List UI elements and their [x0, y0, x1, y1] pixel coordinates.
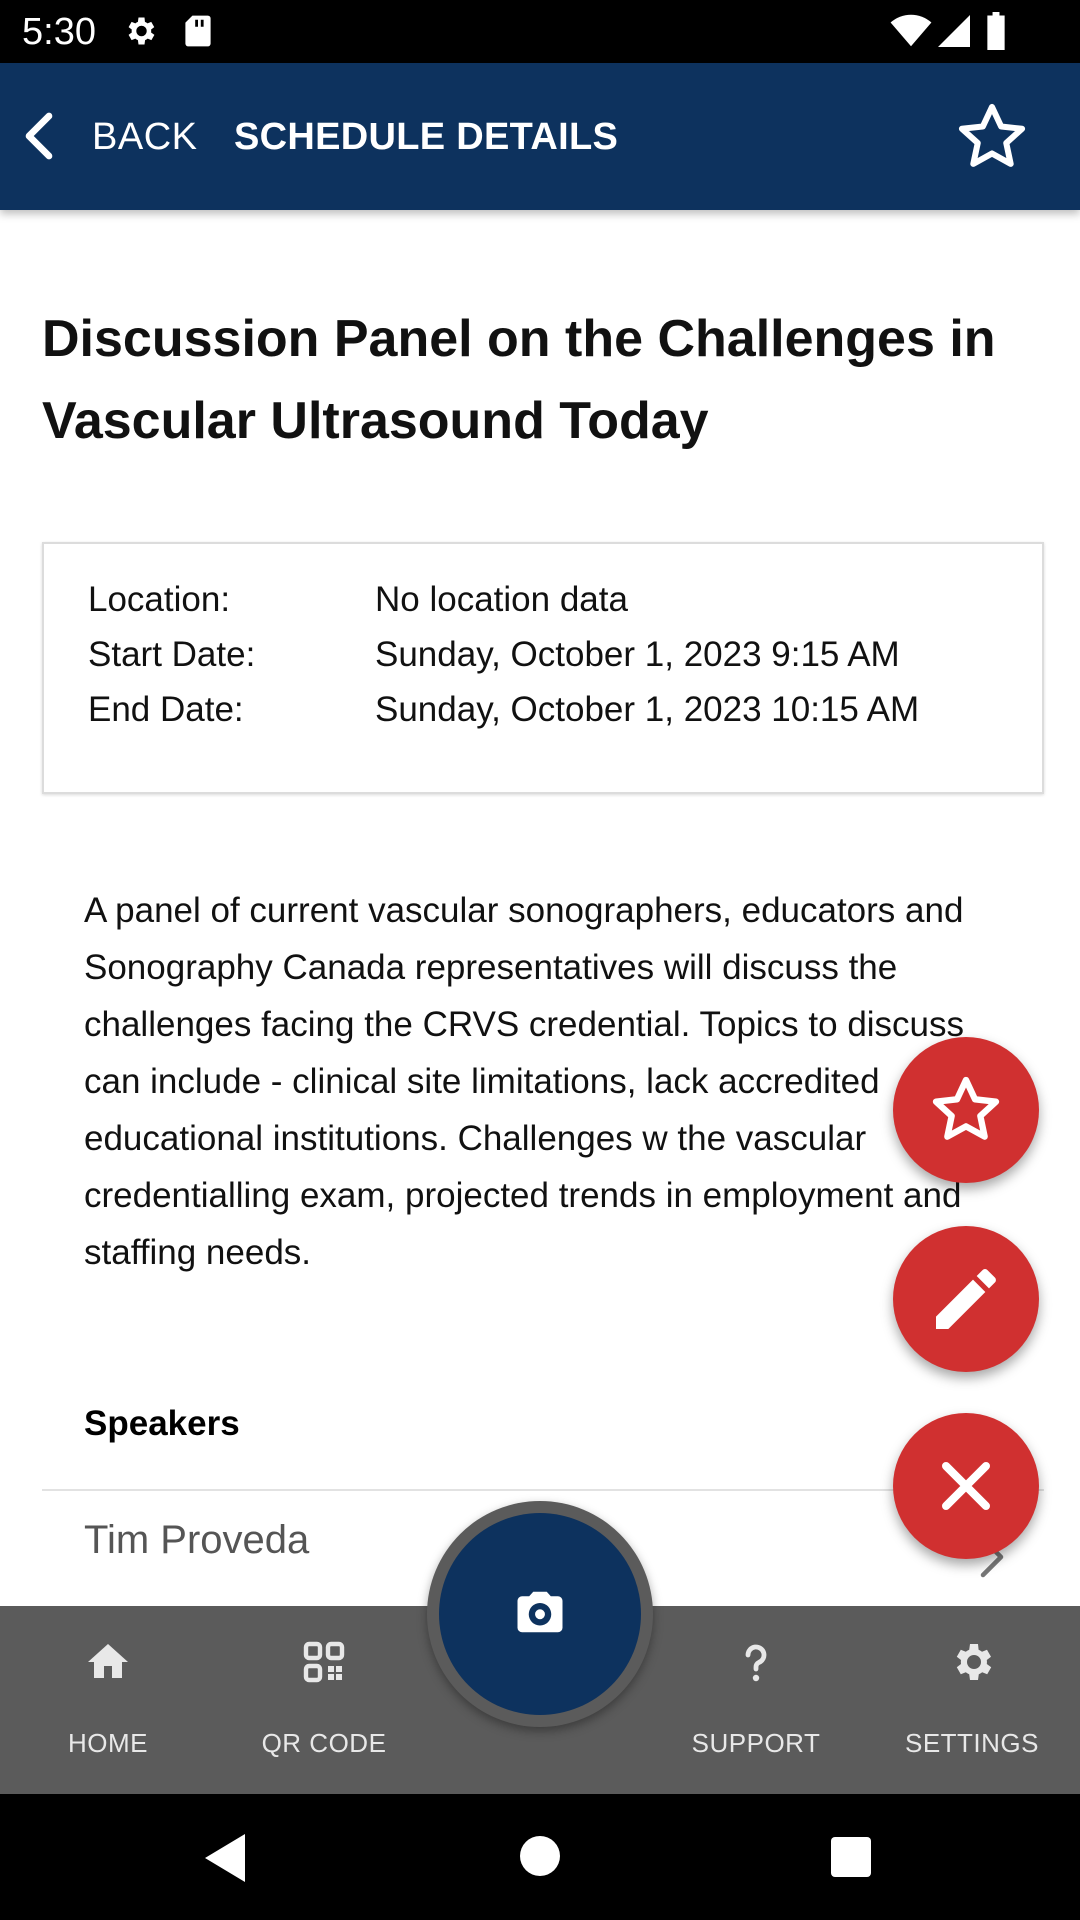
nav-item-home[interactable]	[0, 1606, 216, 1794]
favorite-fab-button[interactable]	[893, 1037, 1039, 1183]
page-title: SCHEDULE DETAILS	[234, 116, 619, 158]
location-value: No location data	[375, 580, 628, 619]
speaker-name: Tim Proveda	[84, 1518, 310, 1562]
gear-icon	[122, 13, 158, 49]
event-title: Discussion Panel on the Challenges in Vascular Ultrasound Today	[42, 310, 996, 450]
nav-item-qr-code[interactable]	[216, 1606, 432, 1794]
home-icon	[84, 1638, 132, 1686]
nav-item-settings[interactable]	[864, 1606, 1080, 1794]
start-date-value: Sunday, October 1, 2023 9:15 AM	[375, 635, 900, 674]
end-date-value: Sunday, October 1, 2023 10:15 AM	[375, 690, 920, 729]
start-date-label: Start Date:	[88, 635, 256, 674]
sd-card-icon	[184, 14, 212, 48]
gear-icon	[948, 1638, 996, 1686]
app-bar	[0, 63, 1080, 210]
pencil-icon	[926, 1259, 1006, 1339]
star-outline-icon[interactable]	[954, 99, 1030, 175]
system-navigation-bar	[0, 1794, 1080, 1920]
question-icon	[732, 1638, 780, 1686]
nav-label-settings: SETTINGS	[904, 1728, 1039, 1758]
nav-item-support[interactable]	[648, 1606, 864, 1794]
battery-icon	[985, 12, 1007, 50]
nav-label-support: SUPPORT	[691, 1728, 821, 1758]
system-back-icon[interactable]	[204, 1834, 246, 1882]
system-recents-icon[interactable]	[831, 1837, 871, 1877]
status-time: 5:30	[22, 11, 96, 53]
chevron-left-icon[interactable]	[22, 111, 56, 161]
camera-icon	[513, 1585, 567, 1639]
camera-button-ring	[427, 1501, 653, 1727]
qr-code-icon	[300, 1638, 348, 1686]
nav-label-home: HOME	[68, 1728, 148, 1758]
edit-fab-button[interactable]	[893, 1226, 1039, 1372]
star-outline-icon	[926, 1070, 1006, 1150]
system-home-icon[interactable]	[520, 1836, 560, 1876]
schedule-details-content[interactable]	[0, 210, 1080, 1606]
wifi-icon	[890, 14, 932, 48]
status-bar	[0, 0, 1080, 63]
camera-button[interactable]	[439, 1513, 641, 1715]
nav-label-qr-code: QR CODE	[261, 1728, 387, 1758]
close-fab-button[interactable]	[893, 1413, 1039, 1559]
speakers-heading: Speakers	[84, 1404, 240, 1443]
event-info-card	[42, 542, 1044, 794]
end-date-label: End Date:	[88, 690, 244, 729]
location-label: Location:	[88, 580, 231, 619]
back-button[interactable]: BACK	[92, 116, 198, 158]
signal-icon	[938, 14, 970, 48]
event-description: A panel of current vascular sonographers, educators and Sonography Canada representatives will discuss the challenges facing the CRVS credential. Topics to discuss can include - clinical site limitations, lack accredited educational institutions. Challenges w the vascular credentialling exam, projected trends in employment and staffing needs.	[84, 891, 965, 1272]
close-icon	[926, 1446, 1006, 1526]
